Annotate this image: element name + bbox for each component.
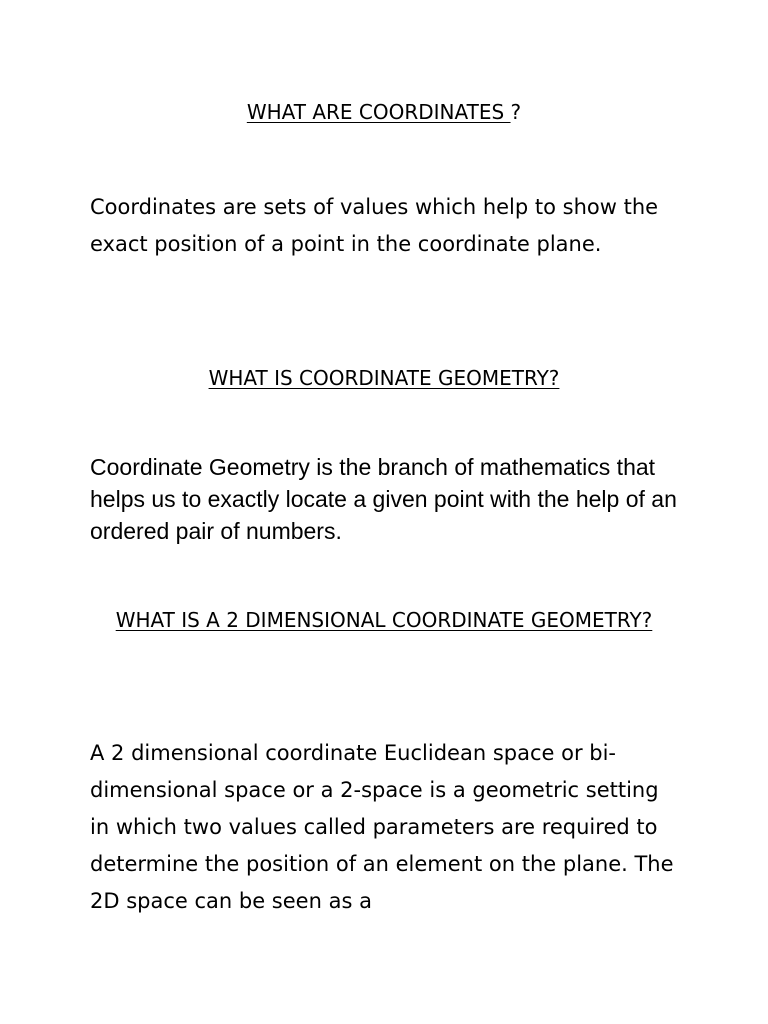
heading-underlined-text: WHAT ARE COORDINATES [246,100,511,124]
heading-2d-coordinate-geometry [90,602,678,639]
paragraph-coordinate-geometry-definition: Coordinate Geometry is the branch of mathematics that helps us to exactly locate a given point with the help of an ordered pair of numbers. [90,454,677,544]
paragraph-2d-space-definition: A 2 dimensional coordinate Euclidean space or bi-dimensional space or a 2-space is a geometric setting in which two values called parameters are required to determine the position of an element on the plane. The 2D space can be seen as a [90,741,674,913]
heading-what-are-coordinates [90,94,678,131]
heading-underlined-text: WHAT IS COORDINATE GEOMETRY? [208,366,560,390]
heading-question-mark: ? [510,100,522,124]
heading-underlined-text: WHAT IS A 2 DIMENSIONAL COORDINATE GEOMETRY? [115,608,653,632]
paragraph-coordinates-definition: Coordinates are sets of values which help to show the exact position of a point in the coordinate plane. [90,195,659,256]
heading-what-is-coordinate-geometry [90,360,678,397]
